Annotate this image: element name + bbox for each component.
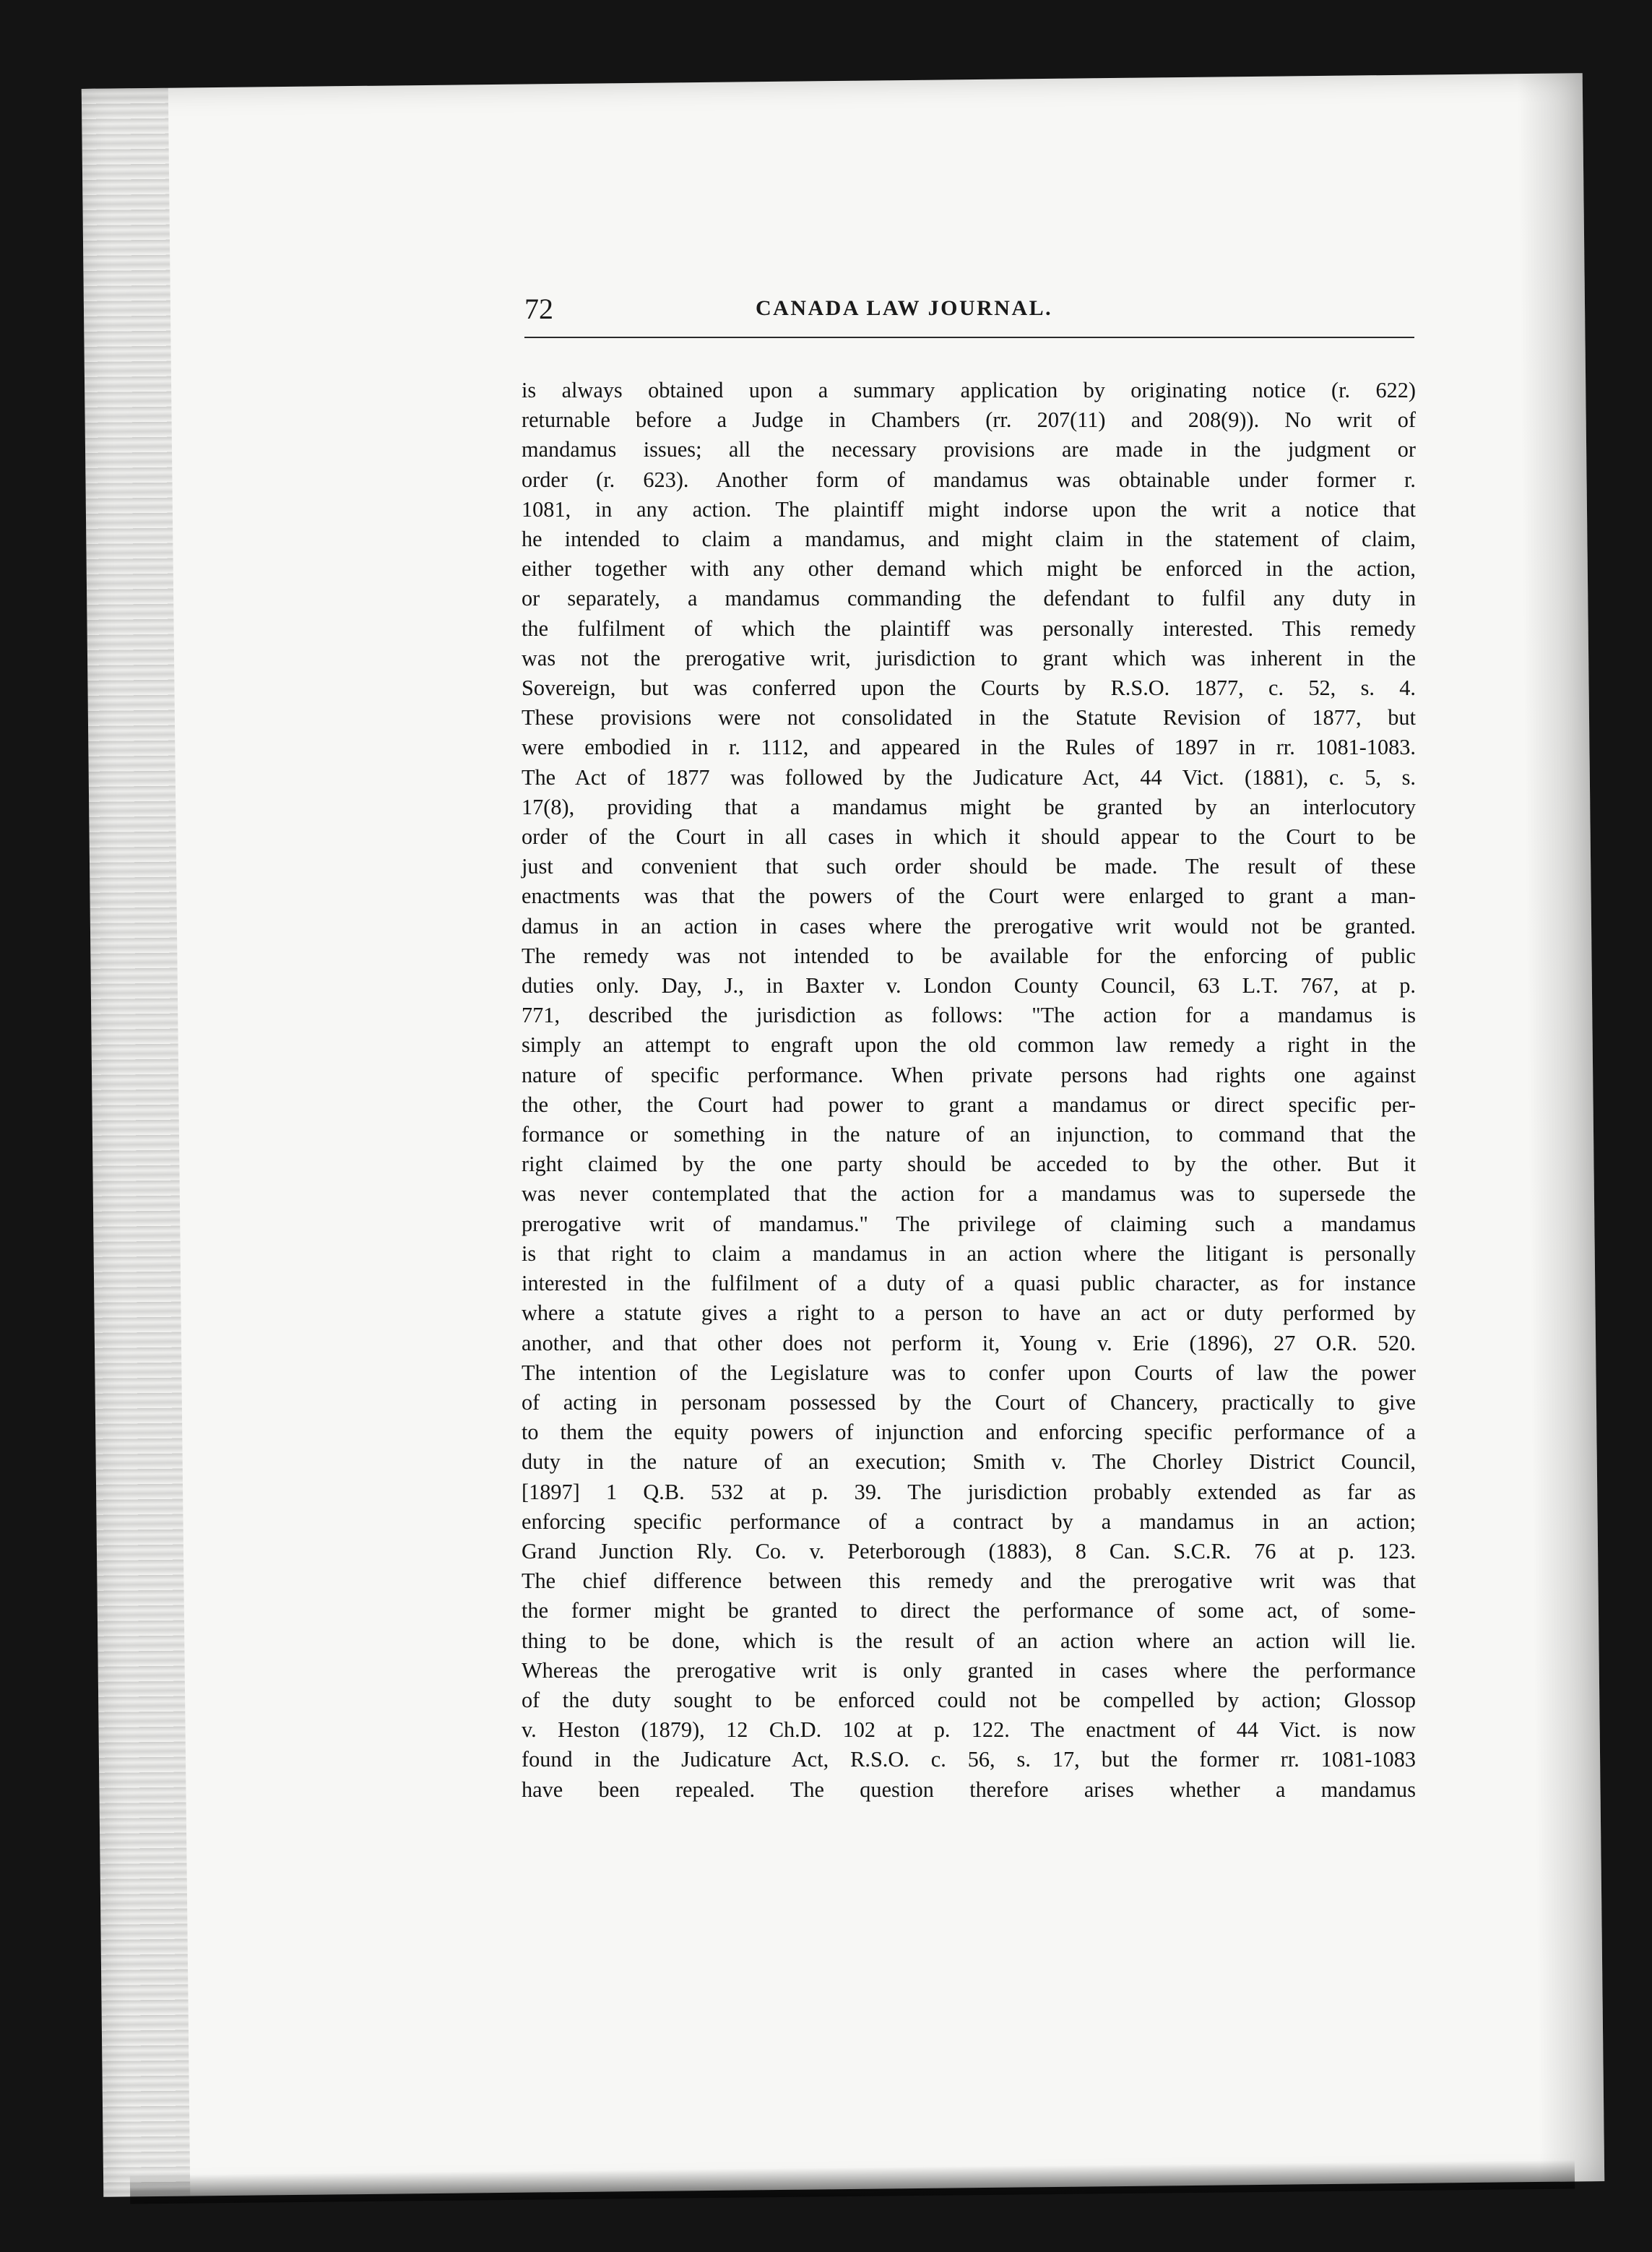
- text-line: nature of specific performance. When private persons had rights one against: [522, 1062, 1416, 1087]
- text-line: the former might be granted to direct the performance of some act, of some-: [522, 1598, 1416, 1623]
- text-line: formance or something in the nature of an injunction, to command that the: [522, 1122, 1416, 1147]
- page-header: [524, 292, 1414, 335]
- body-text: [522, 376, 1416, 1805]
- text-line: [1897] 1 Q.B. 532 at p. 39. The jurisdiction probably extended as far as: [522, 1479, 1416, 1504]
- text-line: These provisions were not consolidated in the Statute Revision of 1877, but: [522, 705, 1416, 730]
- text-line: Grand Junction Rly. Co. v. Peterborough (1883), 8 Can. S.C.R. 76 at p. 123.: [522, 1538, 1416, 1563]
- text-line: returnable before a Judge in Chambers (rr. 207(11) and 208(9)). No writ of: [522, 407, 1416, 433]
- text-line: was never contemplated that the action for a mandamus was to supersede the: [522, 1181, 1416, 1207]
- text-line: The remedy was not intended to be available for the enforcing of public: [522, 943, 1416, 968]
- running-head: CANADA LAW JOURNAL.: [756, 296, 1053, 320]
- text-line: right claimed by the one party should be acceded to by the other. But it: [522, 1152, 1416, 1177]
- text-line: The intention of the Legislature was to confer upon Courts of law the power: [522, 1360, 1416, 1385]
- text-line: Sovereign, but was conferred upon the Courts by R.S.O. 1877, c. 52, s. 4.: [522, 676, 1416, 701]
- header-rule: [524, 337, 1414, 338]
- text-line: damus in an action in cases where the prerogative writ would not be granted.: [522, 913, 1416, 939]
- text-line: the fulfilment of which the plaintiff was personally interested. This remedy: [522, 616, 1416, 641]
- text-line: or separately, a mandamus commanding the defendant to fulfil any duty in: [522, 586, 1416, 611]
- text-line: is always obtained upon a summary application by originating notice (r. 622): [522, 378, 1416, 402]
- text-line: v. Heston (1879), 12 Ch.D. 102 at p. 122. The enactment of 44 Vict. is now: [522, 1717, 1416, 1743]
- text-line: was not the prerogative writ, jurisdiction to grant which was inherent in the: [522, 645, 1416, 670]
- text-line: prerogative writ of mandamus." The privilege of claiming such a mandamus: [522, 1211, 1416, 1236]
- text-line: mandamus issues; all the necessary provisions are made in the judgment or: [522, 437, 1416, 462]
- text-line: to them the equity powers of injunction and enforcing specific performance of a: [522, 1420, 1416, 1445]
- text-line: another, and that other does not perform it, Young v. Erie (1896), 27 O.R. 520.: [522, 1330, 1416, 1355]
- text-line: found in the Judicature Act, R.S.O. c. 56, s. 17, but the former rr. 1081-1083: [522, 1747, 1416, 1772]
- text-line: of acting in personam possessed by the Court of Chancery, practically to give: [522, 1389, 1416, 1415]
- text-line: duties only. Day, J., in Baxter v. London County Council, 63 L.T. 767, at p.: [522, 973, 1416, 998]
- text-line: were embodied in r. 1112, and appeared in the Rules of 1897 in rr. 1081-1083.: [522, 735, 1416, 760]
- text-line: where a statute gives a right to a person to have an act or duty performed by: [522, 1300, 1416, 1326]
- text-line: 17(8), providing that a mandamus might be granted by an interlocutory: [522, 794, 1416, 819]
- text-line: order of the Court in all cases in which it should appear to the Court to be: [522, 824, 1416, 850]
- text-line: have been repealed. The question therefore arises whether a mandamus: [522, 1777, 1416, 1802]
- text-line: either together with any other demand which might be enforced in the action,: [522, 556, 1416, 582]
- text-line: is that right to claim a mandamus in an action where the litigant is personally: [522, 1241, 1416, 1266]
- text-line: enactments was that the powers of the Court were enlarged to grant a man-: [522, 884, 1416, 909]
- text-line: order (r. 623). Another form of mandamus was obtainable under former r.: [522, 467, 1416, 492]
- text-line: The Act of 1877 was followed by the Judicature Act, 44 Vict. (1881), c. 5, s.: [522, 764, 1416, 790]
- text-line: The chief difference between this remedy and the prerogative writ was that: [522, 1569, 1416, 1594]
- text-line: thing to be done, which is the result of an action where an action will lie.: [522, 1628, 1416, 1653]
- text-line: the other, the Court had power to grant a mandamus or direct specific per-: [522, 1092, 1416, 1117]
- text-line: 1081, in any action. The plaintiff might indorse upon the writ a notice that: [522, 496, 1416, 522]
- text-line: simply an attempt to engraft upon the old common law remedy a right in the: [522, 1032, 1416, 1058]
- text-line: duty in the nature of an execution; Smith v. The Chorley District Council,: [522, 1449, 1416, 1475]
- text-line: enforcing specific performance of a contract by a mandamus in an action;: [522, 1509, 1416, 1534]
- text-line: of the duty sought to be enforced could not be compelled by action; Glossop: [522, 1687, 1416, 1712]
- text-line: just and convenient that such order should be made. The result of these: [522, 854, 1416, 879]
- text-line: he intended to claim a mandamus, and might claim in the statement of claim,: [522, 527, 1416, 552]
- text-line: Whereas the prerogative writ is only granted in cases where the performance: [522, 1657, 1416, 1683]
- text-line: 771, described the jurisdiction as follows: "The action for a mandamus is: [522, 1003, 1416, 1028]
- text-line: interested in the fulfilment of a duty of a quasi public character, as for instance: [522, 1271, 1416, 1296]
- page-number: 72: [524, 293, 553, 325]
